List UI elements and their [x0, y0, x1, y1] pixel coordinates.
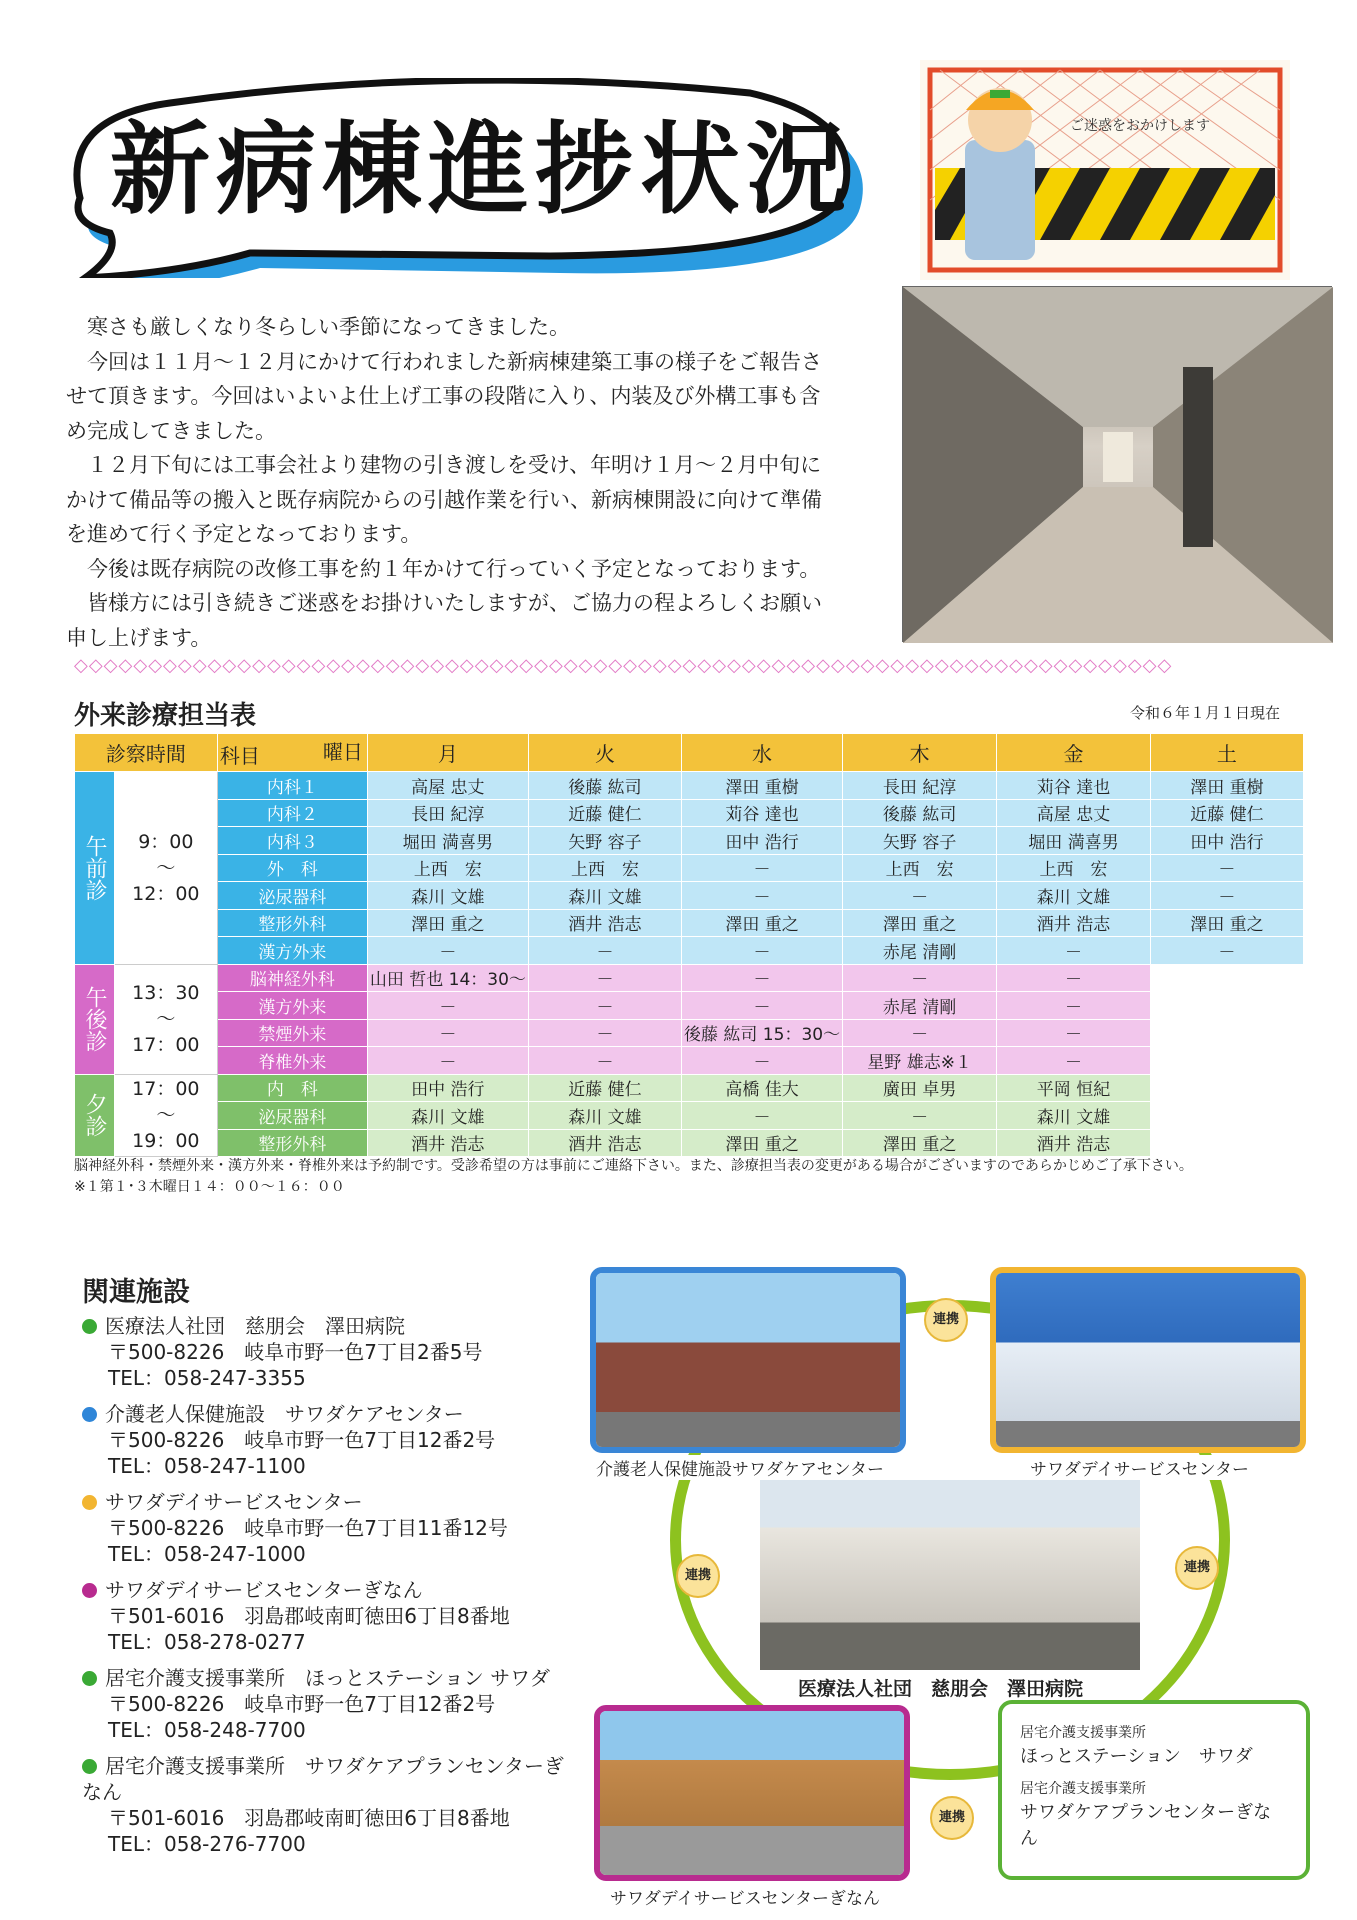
facility-tel: TEL：058-247-3355 — [108, 1366, 306, 1390]
department-cell: 漢方外来 — [217, 992, 367, 1020]
schedule-footnote: ※１第１･３木曜日１４：００～１６：００ — [74, 1179, 345, 1195]
session-label: 午前診 — [75, 772, 115, 965]
care-support-box — [998, 1700, 1310, 1880]
facility-tel: TEL：058-276-7700 — [108, 1832, 306, 1856]
bullet-icon — [82, 1407, 97, 1422]
day-service-ginan-photo — [594, 1705, 910, 1881]
facility-item — [82, 1401, 582, 1479]
care-box-label-2: 居宅介護支援事業所 — [1020, 1781, 1146, 1797]
doctor-cell: 平岡 恒紀 — [997, 1074, 1151, 1102]
intro-line: を進めて行く予定となっております。 — [66, 522, 422, 546]
doctor-cell: － — [367, 1019, 528, 1047]
schedule-title: 外来診療担当表 — [74, 701, 257, 731]
empty-cell — [1150, 964, 1303, 992]
doctor-cell: 廣田 卓男 — [843, 1074, 997, 1102]
session-time-line: 9：00 — [138, 830, 194, 853]
department-cell: 内 科 — [217, 1074, 367, 1102]
intro-line: 申し上げます。 — [66, 625, 212, 650]
schedule-row — [75, 992, 1304, 1020]
doctor-cell: 澤田 重樹 — [682, 772, 843, 800]
doctor-cell: － — [1150, 882, 1303, 910]
facility-address: 〒500-8226 岐阜市野一色7丁目12番2号 — [108, 1692, 496, 1716]
session-time-line: 12：00 — [132, 882, 200, 905]
doctor-cell: － — [843, 1102, 997, 1130]
department-cell: 禁煙外来 — [217, 1019, 367, 1047]
department-cell: 整形外科 — [217, 909, 367, 937]
department-cell: 脊椎外来 — [217, 1047, 367, 1075]
facility-tel: TEL：058-248-7700 — [108, 1718, 306, 1742]
facility-tel: TEL：058-247-1000 — [108, 1542, 306, 1566]
doctor-cell: 星野 雄志※１ — [843, 1047, 997, 1075]
facility-item — [82, 1489, 582, 1567]
department-cell: 脳神経外科 — [217, 964, 367, 992]
doctor-cell: 高橋 佳大 — [682, 1074, 843, 1102]
day-service-photo — [990, 1267, 1306, 1453]
schedule-header-row — [75, 734, 1304, 772]
doctor-cell: 赤尾 清剛 — [843, 937, 997, 965]
doctor-cell: － — [843, 882, 997, 910]
department-cell: 泌尿器科 — [217, 1102, 367, 1130]
day-header: 土 — [1150, 734, 1303, 772]
doctor-cell: 上西 宏 — [528, 854, 681, 882]
intro-line: かけて備品等の搬入と既存病院からの引越作業を行い、新病棟開設に向けて準備 — [66, 487, 822, 512]
doctor-cell: 後藤 紘司 — [843, 799, 997, 827]
intro-line: 皆様方には引き続きご迷惑をお掛けいたしますが、ご協力の程よろしくお願い — [87, 591, 822, 615]
session-time — [114, 964, 217, 1074]
doctor-cell: － — [528, 992, 681, 1020]
doctor-cell: 田中 浩行 — [367, 1074, 528, 1102]
facility-address: 〒500-8226 岐阜市野一色7丁目12番2号 — [108, 1428, 496, 1452]
bullet-icon — [82, 1495, 97, 1510]
day-header: 水 — [682, 734, 843, 772]
doctor-cell: 堀田 満喜男 — [997, 827, 1151, 855]
doctor-cell: 苅谷 達也 — [682, 799, 843, 827]
facility-address: 〒501-6016 羽島郡岐南町徳田6丁目8番地 — [108, 1604, 510, 1628]
bullet-icon — [82, 1583, 97, 1598]
outpatient-schedule-table — [74, 733, 1304, 1157]
doctor-cell: 澤田 重之 — [682, 909, 843, 937]
doctor-cell: 森川 文雄 — [997, 882, 1151, 910]
doctor-cell: 酒井 浩志 — [997, 1129, 1151, 1157]
bullet-icon — [82, 1671, 97, 1686]
facility-item — [82, 1665, 582, 1743]
doctor-cell: 田中 浩行 — [1150, 827, 1303, 855]
doctor-cell: 澤田 重之 — [367, 909, 528, 937]
doctor-cell: 赤尾 清剛 — [843, 992, 997, 1020]
intro-line: 今回は１１月～１２月にかけて行われました新病棟建築工事の様子をご報告さ — [87, 349, 822, 374]
doctor-cell: 後藤 紘司 15：30～ — [682, 1019, 843, 1047]
hospital-photo — [760, 1480, 1140, 1670]
doctor-cell: 長田 紀淳 — [843, 772, 997, 800]
doctor-cell: 山田 哲也 14：30～ — [367, 964, 528, 992]
doctor-cell: 森川 文雄 — [528, 1102, 681, 1130]
hospital-label: 医療法人社団 慈朋会 澤田病院 — [798, 1674, 1083, 1701]
intro-line: １２月下旬には工事会社より建物の引き渡しを受け、年明け１月～２月中旬に — [87, 453, 822, 477]
facility-item — [82, 1577, 582, 1655]
empty-cell — [1150, 1019, 1303, 1047]
empty-cell — [1150, 1074, 1303, 1102]
session-time-line: 〜 — [156, 1008, 176, 1030]
schedule-row — [75, 964, 1304, 992]
doctor-cell: － — [843, 964, 997, 992]
session-time-line: 〜 — [156, 856, 176, 879]
care-box-name-2: サワダケアプランセンターぎなん — [1020, 1802, 1272, 1849]
empty-cell — [1150, 1102, 1303, 1130]
doctor-cell: － — [367, 1047, 528, 1075]
schedule-row — [75, 799, 1304, 827]
page-title: 新病棟進捗状況 — [110, 111, 852, 228]
doctor-cell: 酒井 浩志 — [528, 1129, 681, 1157]
doctor-cell: － — [367, 992, 528, 1020]
schedule-row — [75, 937, 1304, 965]
day-service-ginan-label: サワダデイサービスセンターぎなん — [610, 1884, 880, 1909]
facilities-title: 関連施設 — [82, 1277, 190, 1308]
facility-name: サワダデイサービスセンターぎなん — [105, 1578, 423, 1602]
session-time-line: 13：30 — [132, 982, 200, 1004]
department-cell: 外 科 — [217, 854, 367, 882]
schedule-row — [75, 827, 1304, 855]
illustration-caption: ご迷惑をおかけします — [1070, 118, 1210, 134]
link-badge: 連携 — [1175, 1546, 1219, 1590]
department-cell: 内科２ — [217, 799, 367, 827]
doctor-cell: － — [682, 992, 843, 1020]
empty-cell — [1150, 992, 1303, 1020]
session-label: 午後診 — [75, 964, 115, 1074]
facility-item — [82, 1313, 582, 1391]
doctor-cell: 澤田 重之 — [1150, 909, 1303, 937]
construction-worker-illustration — [920, 60, 1290, 280]
doctor-cell: 森川 文雄 — [997, 1102, 1151, 1130]
day-service-label: サワダデイサービスセンター — [1030, 1455, 1249, 1480]
doctor-cell: 上西 宏 — [843, 854, 997, 882]
doctor-cell: 近藤 健仁 — [528, 799, 681, 827]
schedule-row — [75, 882, 1304, 910]
day-header: 火 — [528, 734, 681, 772]
doctor-cell: － — [682, 1047, 843, 1075]
day-header: 金 — [997, 734, 1151, 772]
doctor-cell: － — [997, 1047, 1151, 1075]
doctor-cell: － — [997, 937, 1151, 965]
department-cell: 内科３ — [217, 827, 367, 855]
doctor-cell: － — [843, 1019, 997, 1047]
link-badge: 連携 — [676, 1554, 720, 1598]
session-time-line: 〜 — [156, 1104, 176, 1127]
department-cell: 漢方外来 — [217, 937, 367, 965]
doctor-cell: － — [682, 882, 843, 910]
doctor-cell: 堀田 満喜男 — [367, 827, 528, 855]
facility-name: サワダデイサービスセンター — [105, 1490, 363, 1514]
facility-address: 〒500-8226 岐阜市野一色7丁目11番12号 — [108, 1516, 508, 1540]
doctor-cell: 澤田 重之 — [843, 909, 997, 937]
doctor-cell: － — [528, 964, 681, 992]
facility-address: 〒501-6016 羽島郡岐南町徳田6丁目8番地 — [108, 1806, 510, 1830]
facility-tel: TEL：058-278-0277 — [108, 1630, 306, 1654]
session-label: 夕診 — [75, 1074, 115, 1157]
doctor-cell: 上西 宏 — [997, 854, 1151, 882]
schedule-date: 令和６年１月１日現在 — [1130, 704, 1281, 722]
doctor-cell: 高屋 忠丈 — [367, 772, 528, 800]
intro-line: め完成してきました。 — [66, 418, 276, 443]
doctor-cell: － — [682, 937, 843, 965]
doctor-cell: 澤田 重樹 — [1150, 772, 1303, 800]
schedule-row — [75, 1129, 1304, 1157]
doctor-cell: 矢野 容子 — [528, 827, 681, 855]
doctor-cell: 酒井 浩志 — [528, 909, 681, 937]
doctor-cell: 後藤 紘司 — [528, 772, 681, 800]
schedule-row — [75, 1019, 1304, 1047]
empty-cell — [1150, 1047, 1303, 1075]
doctor-cell: 苅谷 達也 — [997, 772, 1151, 800]
doctor-cell: － — [682, 854, 843, 882]
schedule-row — [75, 1102, 1304, 1130]
corner-time: 診察時間 — [75, 734, 218, 772]
new-ward-corridor-photo — [902, 286, 1332, 642]
intro-line: 今後は既存病院の改修工事を約１年かけて行っていく予定となっております。 — [87, 556, 821, 581]
intro-text — [66, 310, 896, 655]
schedule-row — [75, 1047, 1304, 1075]
facility-item — [82, 1753, 582, 1857]
doctor-cell: 田中 浩行 — [682, 827, 843, 855]
doctor-cell: 上西 宏 — [367, 854, 528, 882]
link-badge: 連携 — [924, 1298, 968, 1342]
doctor-cell: 高屋 忠丈 — [997, 799, 1151, 827]
day-header: 木 — [843, 734, 997, 772]
doctor-cell: 森川 文雄 — [528, 882, 681, 910]
doctor-cell: 森川 文雄 — [367, 1102, 528, 1130]
facility-address: 〒500-8226 岐阜市野一色7丁目2番5号 — [108, 1340, 483, 1364]
doctor-cell: 近藤 健仁 — [528, 1074, 681, 1102]
facility-name: 居宅介護支援事業所 ほっとステーション サワダ — [105, 1666, 550, 1690]
doctor-cell: － — [997, 1019, 1151, 1047]
doctor-cell: 長田 紀淳 — [367, 799, 528, 827]
day-header: 月 — [367, 734, 528, 772]
doctor-cell: 矢野 容子 — [843, 827, 997, 855]
department-cell: 整形外科 — [217, 1129, 367, 1157]
department-cell: 内科１ — [217, 772, 367, 800]
facility-tel: TEL：058-247-1100 — [108, 1454, 306, 1478]
care-box-name-1: ほっとステーション サワダ — [1020, 1746, 1253, 1767]
care-center-photo — [590, 1267, 906, 1453]
doctor-cell: 近藤 健仁 — [1150, 799, 1303, 827]
department-cell: 泌尿器科 — [217, 882, 367, 910]
doctor-cell: 澤田 重之 — [682, 1129, 843, 1157]
intro-line: 寒さも厳しくなり冬らしい季節になってきました。 — [87, 315, 570, 339]
doctor-cell: － — [997, 964, 1151, 992]
bullet-icon — [82, 1319, 97, 1334]
doctor-cell: － — [682, 964, 843, 992]
session-time-line: 17：00 — [132, 1078, 200, 1101]
bullet-icon — [82, 1759, 97, 1774]
doctor-cell: 森川 文雄 — [367, 882, 528, 910]
empty-cell — [1150, 1129, 1303, 1157]
doctor-cell: 酒井 浩志 — [997, 909, 1151, 937]
facility-name: 介護老人保健施設 サワダケアセンター — [105, 1402, 464, 1426]
schedule-note: 脳神経外科・禁煙外来・漢方外来・脊椎外来は予約制です。受診希望の方は事前にご連絡下さい。また、診療担当表の変更がある場合がございますのであらかじめご了承下さい。 — [74, 1158, 1193, 1174]
session-time-line: 17：00 — [132, 1034, 200, 1056]
doctor-cell: － — [367, 937, 528, 965]
session-time-line: 19：00 — [132, 1130, 200, 1153]
schedule-row — [75, 772, 1304, 800]
schedule-row — [75, 1074, 1304, 1102]
link-badge: 連携 — [930, 1796, 974, 1840]
doctor-cell: － — [997, 992, 1151, 1020]
doctor-cell: － — [682, 1102, 843, 1130]
doctor-cell: － — [528, 1019, 681, 1047]
doctor-cell: － — [528, 937, 681, 965]
doctor-cell: － — [528, 1047, 681, 1075]
session-time — [114, 772, 217, 965]
doctor-cell: － — [1150, 937, 1303, 965]
doctor-cell: 澤田 重之 — [843, 1129, 997, 1157]
doctor-cell: － — [1150, 854, 1303, 882]
schedule-row — [75, 909, 1304, 937]
corner-dept-day: 曜日 科目 — [217, 734, 367, 772]
schedule-row — [75, 854, 1304, 882]
intro-line: せて頂きます。今回はいよいよ仕上げ工事の段階に入り、内装及び外構工事も含 — [66, 384, 821, 408]
care-center-label: 介護老人保健施設サワダケアセンター — [596, 1455, 884, 1480]
care-box-label-1: 居宅介護支援事業所 — [1020, 1725, 1146, 1741]
facility-name: 居宅介護支援事業所 サワダケアプランセンターぎなん — [82, 1754, 564, 1804]
facility-name: 医療法人社団 慈朋会 澤田病院 — [105, 1314, 405, 1338]
diamond-divider: ◇◇◇◇◇◇◇◇◇◇◇◇◇◇◇◇◇◇◇◇◇◇◇◇◇◇◇◇◇◇◇◇◇◇◇◇◇◇◇◇◇◇◇◇◇◇◇◇◇◇◇◇◇◇◇◇◇◇◇◇◇◇◇◇◇◇◇◇◇◇◇◇◇◇ — [74, 655, 1173, 675]
session-time — [114, 1074, 217, 1157]
doctor-cell: 酒井 浩志 — [367, 1129, 528, 1157]
